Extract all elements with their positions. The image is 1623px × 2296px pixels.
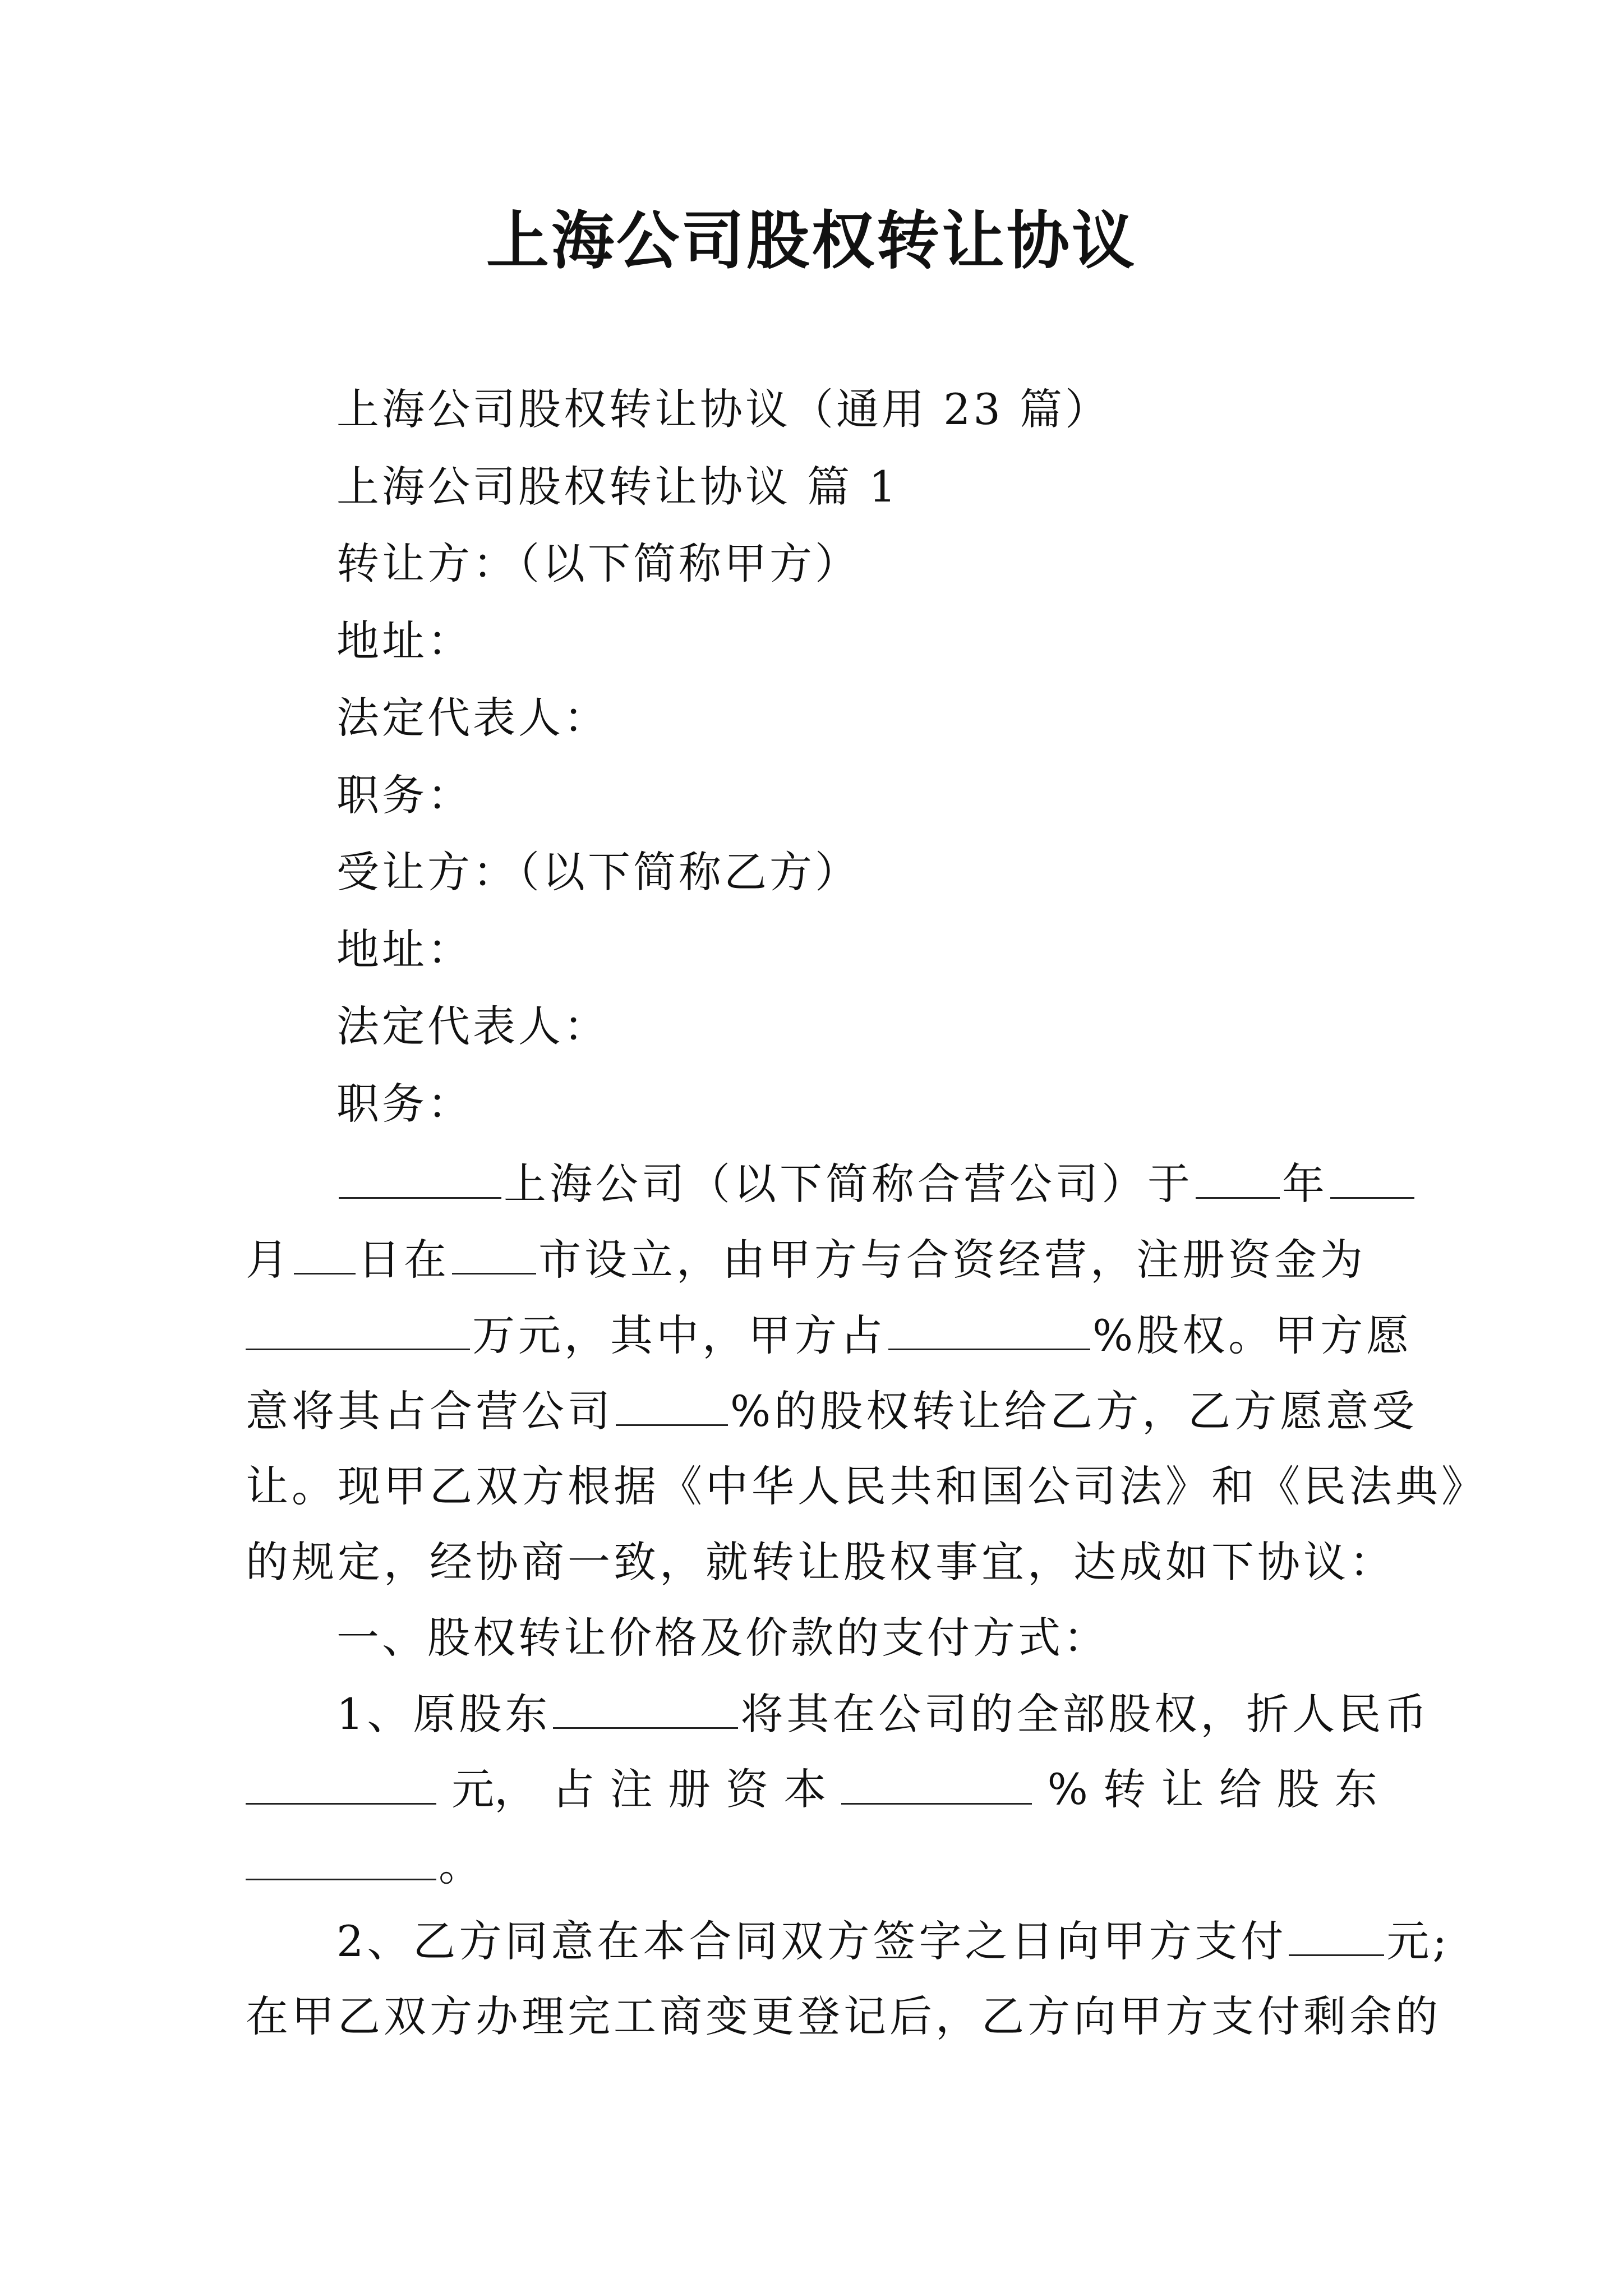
clause-text: 元， [451, 1764, 537, 1814]
intro-line-3 [246, 1307, 1413, 1364]
blank-capital-share [841, 1761, 1032, 1805]
document-subtitle: 上海公司股权转让协议（通用 23 篇） [336, 384, 1111, 434]
intro-text: %的股权转让给乙方，乙方愿意受 [730, 1386, 1418, 1436]
intro-text: 月 [246, 1235, 292, 1285]
blank-year [1196, 1156, 1280, 1199]
clause-text: % [1047, 1764, 1088, 1814]
transferor-address: 地址： [336, 616, 473, 666]
clause-text: 元; [1386, 1916, 1450, 1966]
section-heading: 上海公司股权转让协议 篇 1 [336, 462, 899, 512]
blank-payment-amount [1289, 1913, 1384, 1956]
clause-text: 将其在公司的全部股权，折人民币 [740, 1689, 1431, 1739]
blank-day [294, 1231, 356, 1274]
clause1-line-1 [336, 1686, 1431, 1742]
blank-company-name [339, 1156, 501, 1199]
intro-text: 万元，其中，甲方占 [472, 1310, 886, 1360]
clause-text: 本 [783, 1764, 827, 1814]
clause-text: 。 [439, 1841, 485, 1890]
clause-text: 股 [1276, 1764, 1320, 1814]
clause-text: 占 [552, 1764, 595, 1814]
clause-text: 册 [667, 1764, 711, 1814]
blank-transfer-percentage [616, 1383, 728, 1426]
transferee-label: 受让方：（以下简称乙方） [336, 847, 860, 897]
clause-text: 注 [610, 1764, 653, 1814]
blank-amount [246, 1761, 436, 1805]
intro-line-1 [336, 1156, 1377, 1212]
intro-text: 意将其占合营公司 [246, 1386, 614, 1436]
intro-text: 日在 [358, 1235, 450, 1285]
clause2-line-1 [336, 1913, 1450, 1970]
blank-new-shareholder [246, 1837, 436, 1880]
intro-text: 市设立，由甲方与合资经营，注册资金为 [538, 1235, 1366, 1285]
blank-month [1330, 1156, 1414, 1199]
intro-line-2 [246, 1231, 1377, 1288]
clause-text: 资 [726, 1764, 769, 1814]
transferee-representative: 法定代表人： [336, 1001, 609, 1051]
clause-text: 1、原股东 [336, 1689, 551, 1739]
clause2-line-2: 在甲乙双方办理完工商变更登记后，乙方向甲方支付剩余的 [246, 1991, 1441, 2041]
intro-line-5: 让。现甲乙双方根据《中华人民共和国公司法》和《民法典》 [246, 1461, 1487, 1511]
transferee-address: 地址： [336, 924, 473, 974]
clause-text: 东 [1334, 1764, 1377, 1814]
intro-text: %股权。甲方愿 [1092, 1310, 1413, 1360]
blank-capital [246, 1307, 470, 1350]
transferee-position: 职务： [336, 1079, 473, 1129]
blank-original-shareholder [553, 1686, 738, 1729]
clause1-line-2 [246, 1761, 1377, 1818]
document-title: 上海公司股权转让协议 [486, 204, 1137, 278]
clause-text: 2、乙方同意在本合同双方签字之日向甲方支付 [336, 1916, 1287, 1966]
clause-text: 给 [1219, 1764, 1262, 1814]
transferor-position: 职务： [336, 770, 473, 820]
transferor-representative: 法定代表人： [336, 693, 609, 743]
clause1-line-3 [246, 1837, 1377, 1894]
intro-text: 年 [1282, 1159, 1328, 1209]
intro-line-6: 的规定，经协商一致，就转让股权事宜，达成如下协议： [246, 1537, 1395, 1587]
clause-text: 让 [1161, 1764, 1204, 1814]
transferor-label: 转让方：（以下简称甲方） [336, 539, 860, 588]
clause-heading: 一、股权转让价格及价款的支付方式： [336, 1613, 1109, 1663]
clause-text: 转 [1103, 1764, 1146, 1814]
intro-line-4 [246, 1383, 1418, 1439]
intro-text: 上海公司（以下简称合营公司）于 [504, 1159, 1193, 1209]
blank-city [452, 1231, 536, 1274]
blank-percentage [888, 1307, 1090, 1350]
